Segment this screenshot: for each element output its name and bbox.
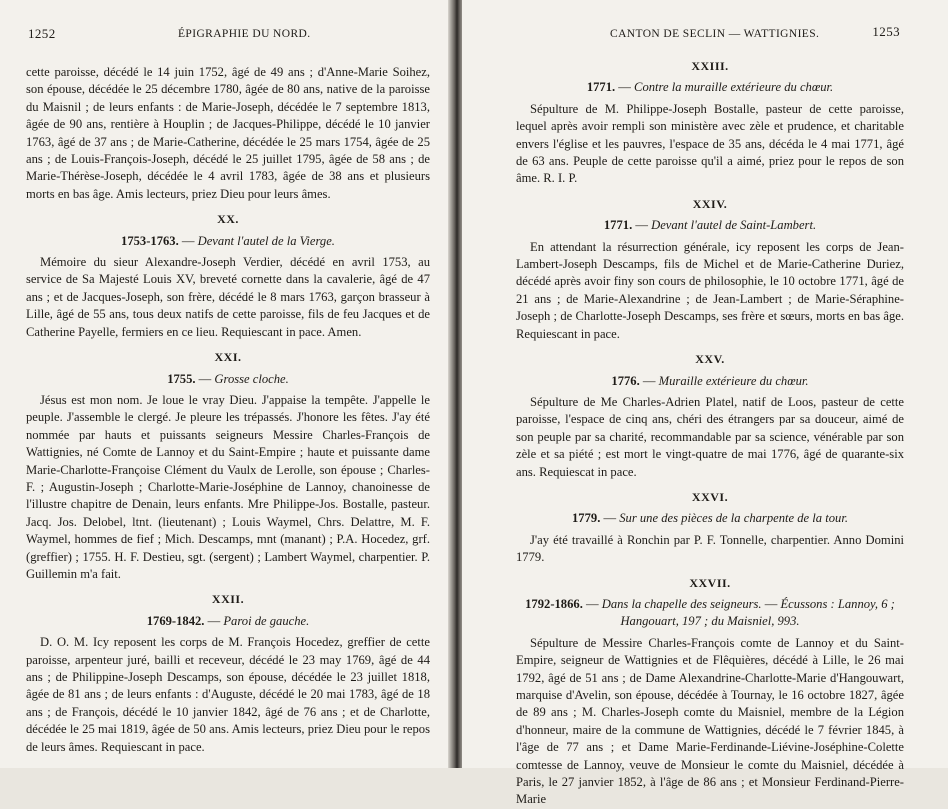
entry-year: 1779. bbox=[572, 511, 601, 526]
section-number-xxvi: XXVI. bbox=[691, 489, 729, 504]
entry-heading-xxvi: 1779. — Sur une des pièces de la charpente de la tour. bbox=[572, 511, 848, 526]
entry-year: 1769-1842. bbox=[146, 613, 205, 628]
entry-location: Muraille extérieure du chœur. bbox=[658, 373, 809, 388]
left-page bbox=[0, 0, 452, 768]
entry-heading-xxi: 1755. — Grosse cloche. bbox=[167, 371, 289, 386]
left-page-number: 1252 bbox=[28, 26, 56, 41]
entry-heading-xxiii: 1771. — Contre la muraille extérieure du chœur. bbox=[586, 80, 834, 95]
entry-location: Paroi de gauche. bbox=[223, 613, 310, 628]
section-number-xxvii: XXVII. bbox=[689, 575, 731, 590]
entry-year: 1771. bbox=[603, 218, 633, 233]
entry-year: 1755. bbox=[167, 371, 196, 386]
left-running-header bbox=[0, 26, 452, 46]
section-number-xx: XX. bbox=[217, 212, 239, 227]
paragraph-continued: cette paroisse, décédé le 14 juin 1752, âgé de 49 ans ; d'Anne-Marie Soihez, son épouse, décédée le 25 décembre 1780, âgée de 80 ans, native de la paroisse du Maisnil ; de leurs enfants : de Marie-Joseph, décédée le 7 septembre 1813, âgée de 90 ans, rentière à Houplin ; de Jacques-Philippe, décédé le 10 janvier 1763, âgé de 37 ans ; de Marie-Catherine, décédée le 25 mars 1754, âgée de 25 ans ; de Louis-François-Joseph, décédé le 25 juillet 1795, âgée de 58 ans ; de Marie-Thérèse-Joseph, décédée le 4 avril 1783, âgée de 38 ans et plusieurs morts en bas âge. Amis lecteurs, priez Dieu pour leurs âmes. bbox=[26, 65, 430, 201]
inscription-text-xx: Mémoire du sieur Alexandre-Joseph Verdier, décédé en avril 1753, au service de Sa Majesté Louis XV, breveté cornette dans la cavalerie, âgé de 47 ans ; et de Jacques-Joseph, son frère, décédé le 8 mars 1763, garçon brasseur à Lille, âgé de 55 ans, tous deux natifs de cette paroisse, fils de feu Jacques et de Catherine Payelle, fermiers en ce lieu. Requiescant in pace. Amen. bbox=[26, 255, 430, 339]
inscription-text-xxiii: Sépulture de M. Philippe-Joseph Bostalle, pasteur de cette paroisse, lequel après avoir rempli son ministère avec zèle et prudence, et charitable envers l'église et les pauvres, l'espace de 35 ans, décéda le 4 mai 1771, âgé de 63 ans. Peuple de cette paroisse qu'il a aimé, priez pour le repos de son âme. R. I. P. bbox=[516, 101, 904, 186]
section-number-xxv: XXV. bbox=[695, 352, 725, 367]
entry-heading-xx: 1753-1763. — Devant l'autel de la Vierge. bbox=[121, 233, 335, 248]
section-number-xxiv: XXIV. bbox=[692, 196, 728, 211]
inscription-text-xxii: D. O. M. Icy reposent les corps de M. François Hocedez, greffier de cette paroisse, arpenteur juré, bailli et receveur, décédé le 23 may 1769, âgé de 44 ans ; de Philippine-Joseph Descamps, son épouse, décédée le 23 juillet 1818, âgée de 81 ans ; de leurs enfants : d'Auguste, décédé le 20 mai 1783, âgé de 18 ans ; de François, décédé le 10 janvier 1842, âgé de 76 ans ; et de Charlotte, décédée le 25 mai 1819, âgée de 50 ans. Amis lecteurs, priez Dieu pour le repos de leurs âmes. Requiescant in pace. bbox=[26, 635, 430, 754]
entry-year: 1792-1866. bbox=[525, 596, 583, 611]
entry-location: Contre la muraille extérieure du chœur. bbox=[634, 80, 834, 95]
left-running-title: ÉPIGRAPHIE DU NORD. bbox=[178, 28, 311, 40]
section-number-xxii: XXII. bbox=[211, 592, 245, 607]
right-page bbox=[462, 0, 948, 807]
entry-location: Grosse cloche. bbox=[214, 371, 289, 386]
right-running-header bbox=[462, 26, 948, 46]
section-number-xxi: XXI. bbox=[214, 350, 242, 365]
entry-heading-xxvii: 1792-1866. — Dans la chapelle des seigneurs. — Écussons : Lannoy, 6 ; Hangouart, 197 ; du Maisniel, 993. bbox=[525, 596, 895, 629]
entry-heading-xxii: 1769-1842. — Paroi de gauche. bbox=[146, 613, 310, 628]
right-running-title: CANTON DE SECLIN — WATTIGNIES. bbox=[610, 28, 820, 40]
inscription-text-xxv: Sépulture de Me Charles-Adrien Platel, natif de Loos, pasteur de cette paroisse, l'espace de cinq ans, chéri des étrangers par sa douceur, aimé de son peuple par sa charité, recommandable par sa science, vénérable par son zèle et sa piété ; est mort le vingt-quatre de mai 1776, âgé de quarante-six ans. Requiescat in pace. bbox=[516, 394, 904, 479]
inscription-text-xxiv: En attendant la résurrection générale, icy reposent les corps de Jean-Lambert-Joseph Descamps, fils de Michel et de Marie-Catherine Duriez, décédé après avoir finy son cours de philosophie, le 10 octobre 1771, âgé de 21 ans ; de Marie-Alexandrine ; de Jean-Lambert ; de Marie-Séraphine-Joseph ; de Charlotte-Joseph Descamps, ses frère et sœurs, morts en bas âge. Requiescant in pace. bbox=[516, 239, 904, 341]
entry-location: Sur une des pièces de la charpente de la tour. bbox=[619, 511, 848, 526]
left-text-column bbox=[26, 64, 430, 756]
inscription-text-xxvii: Sépulture de Messire Charles-François comte de Lannoy et du Saint-Empire, seigneur de Wattignies et de Flêquières, décédé à Lille, le 26 mai 1792, âgé de 51 ans ; de Dame Alexandrine-Charlotte-Marie d'Hangouwart, marquise d'Avelin, son épouse, décédée à Tournay, le 16 octobre 1827, âgée de 89 ans ; M. Charles-Joseph comte du Maisniel, membre de la Légion d'honneur, maire de la commune de Wattignies, décédé le 7 février 1845, à l'âge de 77 ans ; et Dame Marie-Ferdinande-Liévine-Joséphine-Colette comtesse de Lannoy, veuve de Monsieur le comte du Maisniel, décédée à Paris, le 27 janvier 1852, à l'âge de 86 ans ; et Monsieur Ferdinand-Pierre-Marie bbox=[516, 635, 904, 807]
entry-year: 1753-1763. bbox=[121, 233, 179, 248]
entry-location: Devant l'autel de la Vierge. bbox=[197, 233, 335, 248]
entry-year: 1771. bbox=[586, 80, 616, 95]
entry-coats-of-arms: Écussons : Lannoy, 6 ; Hangouart, 197 ; du Maisniel, 993. bbox=[620, 596, 895, 629]
right-page-number: 1253 bbox=[872, 24, 900, 39]
inscription-text-xxvi: J'ay été travaillé à Ronchin par P. F. Tonnelle, charpentier. Anno Domini 1779. bbox=[516, 532, 904, 565]
inscription-text-xxi: Jésus est mon nom. Je loue le vray Dieu. J'appaise la tempête. J'appelle le peuple. J'assemble le clergé. Je pleure les trépassés. J'honore les fêtes. J'ay été nommée par hauts et puissants seigneurs Messire Charles-François de Wattignies, né Comte de Lannoy et du Saint-Empire ; haute et puissante dame Marie-Charlotte-Françoise Clément du Vaulx de Lerolle, son épouse ; Charles-F. ; Augustin-Joseph ; Charlotte-Marie-Joséphine de Lannoy, chanoinesse de l'illustre chapitre de Denain, leurs enfants. Mre Philippe-Jos. Bostalle, pasteur. Jacq. Jos. Delobel, ltnt. (lieutenant) ; Louis Waymel, Chrs. Delattre, M. F. Waymel, hommes de fief ; Mich. Descamps, mnt (manant) ; P.A. Hocedez, grf. (greffier) ; 1755. H. F. Destieu, sgt. (sergent) ; Lambert Waymel, charpentier. P. Guillemin m'a fait. bbox=[26, 392, 430, 581]
entry-year: 1776. bbox=[611, 373, 640, 388]
entry-heading-xxiv: 1771. — Devant l'autel de Saint-Lambert. bbox=[603, 218, 817, 233]
entry-heading-xxv: 1776. — Muraille extérieure du chœur. bbox=[611, 373, 809, 388]
right-text-column bbox=[516, 58, 904, 809]
section-number-xxiii: XXIII. bbox=[691, 59, 729, 73]
entry-location: Devant l'autel de Saint-Lambert. bbox=[651, 218, 817, 233]
entry-location: Dans la chapelle des seigneurs. bbox=[601, 596, 762, 611]
